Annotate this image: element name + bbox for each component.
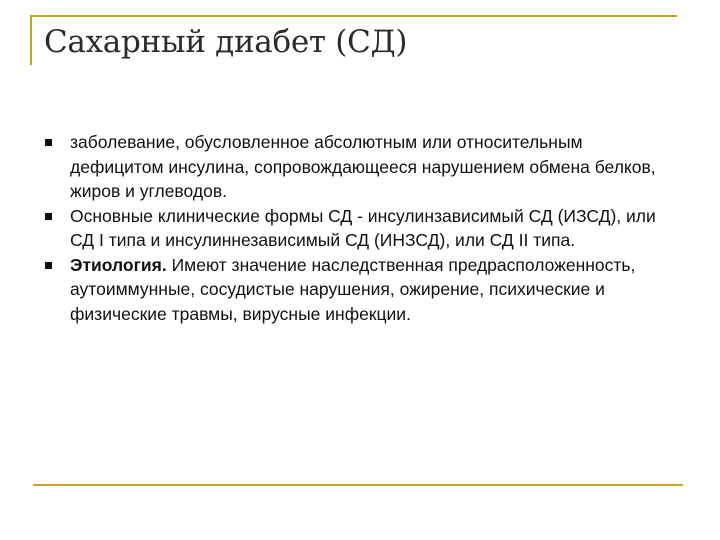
bullet-bold-lead: Этиология.: [70, 254, 167, 275]
top-rule-line: [30, 15, 677, 17]
bullet-item-etiology: [44, 253, 674, 327]
bullet-item-definition: [44, 130, 674, 204]
bottom-rule-line: [33, 484, 683, 486]
left-rule-line: [30, 15, 32, 65]
bullet-item-clinical-forms: [44, 204, 674, 253]
bullet-text: Имеют значение наследственная предрасположенность, аутоиммунные, сосудистые нарушения, ожирение, психические и физические травмы, вирусные инфекции.: [70, 254, 636, 324]
bullet-text: Основные клинические формы СД - инсулинзависимый СД (ИЗСД), или СД I типа и инсулиннезависимый СД (ИНЗСД), или СД II типа.: [70, 205, 656, 250]
bullet-text: заболевание, обусловленное абсолютным или относительным дефицитом инсулина, сопровождающееся нарушением обмена белков, жиров и углеводов.: [70, 132, 656, 201]
bullet-list: [44, 130, 674, 326]
slide-title: Сахарный диабет (СД): [44, 24, 408, 60]
square-bullet-icon: [45, 213, 52, 220]
square-bullet-icon: [45, 139, 52, 146]
square-bullet-icon: [45, 262, 52, 269]
